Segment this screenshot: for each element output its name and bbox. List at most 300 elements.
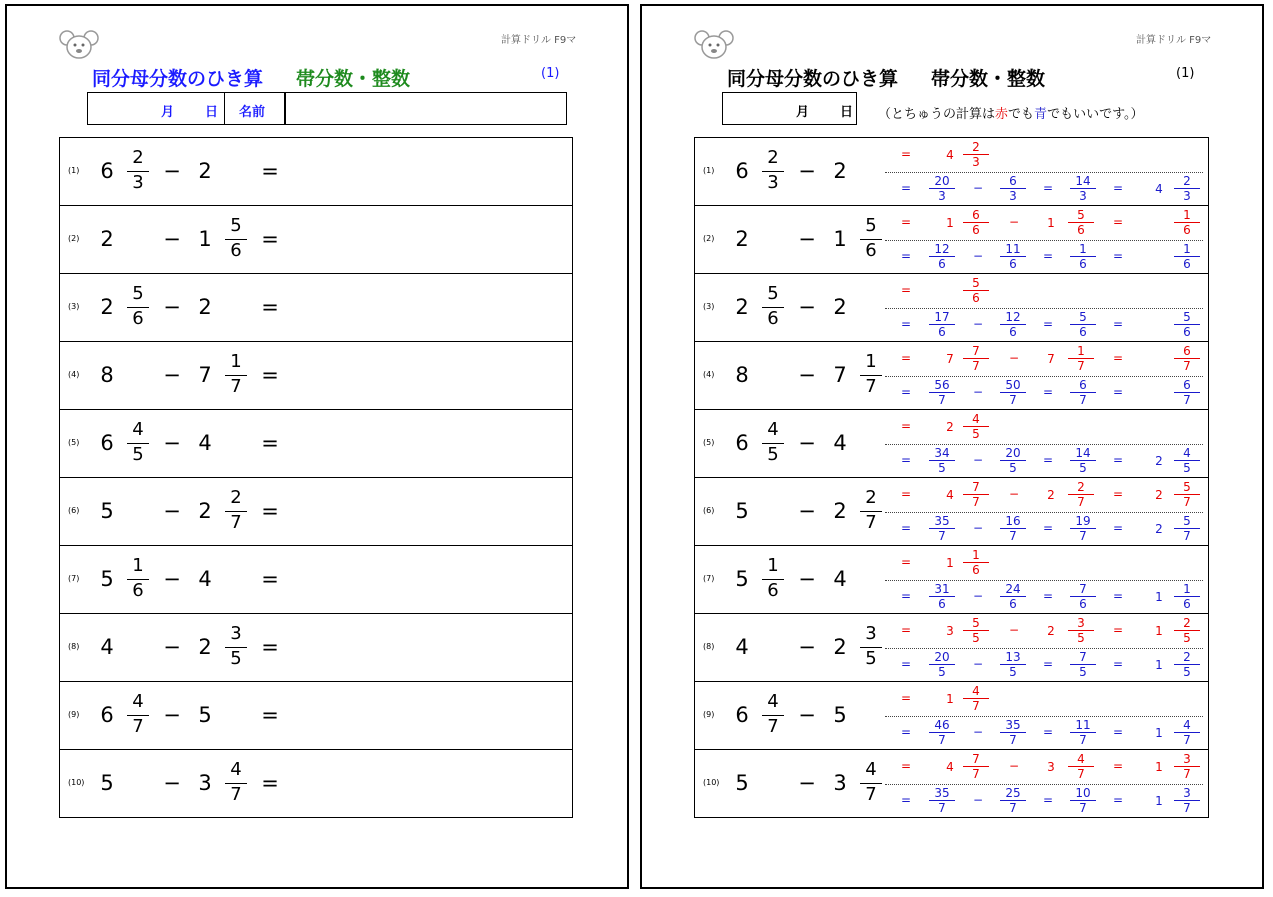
- blue-equals: =: [900, 317, 912, 331]
- blue-a-denominator: 7: [938, 529, 946, 543]
- red-result-denominator: 7: [1183, 495, 1191, 509]
- red-minus: −: [1008, 623, 1020, 637]
- subtrahend-numerator: 3: [865, 623, 877, 644]
- blue-result-whole: 2: [1155, 522, 1163, 536]
- red-a-whole: 4: [946, 488, 954, 502]
- blue-result-whole: 2: [1155, 454, 1163, 468]
- blue-c-numerator: 6: [1079, 378, 1087, 392]
- red-a-numerator: 5: [972, 276, 980, 290]
- answer-row: [694, 273, 1209, 342]
- subtrahend-whole: 2: [198, 635, 212, 659]
- minus-sign: −: [798, 703, 816, 727]
- red-result-numerator: 1: [1183, 208, 1191, 222]
- mouse-logo-icon: [59, 28, 99, 60]
- blue-b-denominator: 7: [1009, 393, 1017, 407]
- answer-row: [694, 137, 1209, 206]
- blue-c-denominator: 3: [1079, 189, 1087, 203]
- minuend-whole: 8: [735, 363, 749, 387]
- blue-result-denominator: 6: [1183, 597, 1191, 611]
- minus-sign: −: [798, 499, 816, 523]
- answer-row: [694, 205, 1209, 274]
- red-a-whole: 2: [946, 420, 954, 434]
- equals-sign: =: [261, 363, 279, 387]
- problem-sheet: [5, 4, 629, 889]
- red-result-whole: 2: [1155, 488, 1163, 502]
- equals-sign: =: [261, 227, 279, 251]
- minus-sign: −: [163, 703, 181, 727]
- blue-minus: −: [972, 181, 984, 195]
- red-b-whole: 2: [1047, 624, 1055, 638]
- blue-c-numerator: 7: [1079, 582, 1087, 596]
- minus-sign: −: [163, 635, 181, 659]
- blue-equals: =: [1112, 589, 1124, 603]
- red-b-numerator: 5: [1077, 208, 1085, 222]
- blue-c-denominator: 6: [1079, 597, 1087, 611]
- red-equals: =: [900, 147, 912, 161]
- problem-number: (8): [68, 642, 80, 651]
- equals-sign: =: [261, 431, 279, 455]
- problem-number: (7): [703, 574, 715, 583]
- problem-number: (9): [703, 710, 715, 719]
- red-a-whole: 1: [946, 556, 954, 570]
- problem-number: (10): [703, 778, 720, 787]
- problem-number: (2): [68, 234, 80, 243]
- blue-result-whole: 1: [1155, 794, 1163, 808]
- problem-number: (4): [703, 370, 715, 379]
- minuend-denominator: 7: [767, 716, 779, 737]
- red-b-denominator: 7: [1077, 359, 1085, 373]
- red-a-whole: 3: [946, 624, 954, 638]
- minuend-numerator: 4: [132, 691, 144, 712]
- sheet-number: (1): [541, 66, 560, 81]
- red-a-numerator: 2: [972, 140, 980, 154]
- problem-row: [59, 205, 573, 274]
- minuend-numerator: 4: [132, 419, 144, 440]
- equals-sign: =: [261, 567, 279, 591]
- red-result-numerator: 3: [1183, 752, 1191, 766]
- red-result-numerator: 5: [1183, 480, 1191, 494]
- work-separator: [885, 784, 1203, 785]
- red-b-numerator: 4: [1077, 752, 1085, 766]
- blue-result-denominator: 7: [1183, 393, 1191, 407]
- minuend-whole: 6: [735, 159, 749, 183]
- blue-b-denominator: 7: [1009, 733, 1017, 747]
- day-label: 日: [205, 105, 219, 120]
- blue-equals: =: [900, 793, 912, 807]
- red-b-whole: 1: [1047, 216, 1055, 230]
- blue-c-numerator: 7: [1079, 650, 1087, 664]
- subtrahend-denominator: 5: [230, 648, 242, 669]
- subtrahend-whole: 4: [198, 567, 212, 591]
- subtrahend-whole: 7: [833, 363, 847, 387]
- blue-a-denominator: 7: [938, 801, 946, 815]
- subtrahend-whole: 3: [833, 771, 847, 795]
- red-a-numerator: 4: [972, 684, 980, 698]
- blue-result-whole: 1: [1155, 726, 1163, 740]
- blue-c-denominator: 5: [1079, 665, 1087, 679]
- blue-equals: =: [1112, 453, 1124, 467]
- month-label: 月: [161, 105, 175, 120]
- red-b-denominator: 7: [1077, 495, 1085, 509]
- answer-area[interactable]: [290, 620, 560, 676]
- red-a-denominator: 5: [972, 427, 980, 441]
- day-label: 日: [840, 105, 854, 120]
- blue-b-denominator: 6: [1009, 257, 1017, 271]
- red-b-numerator: 2: [1077, 480, 1085, 494]
- red-equals: =: [900, 419, 912, 433]
- blue-a-numerator: 17: [934, 310, 950, 324]
- blue-equals: =: [900, 725, 912, 739]
- blue-result-numerator: 5: [1183, 310, 1191, 324]
- red-result-denominator: 5: [1183, 631, 1191, 645]
- minuend-whole: 6: [735, 703, 749, 727]
- blue-result-whole: 4: [1155, 182, 1163, 196]
- subtrahend-denominator: 7: [230, 784, 242, 805]
- red-a-whole: 4: [946, 148, 954, 162]
- red-b-denominator: 5: [1077, 631, 1085, 645]
- blue-result-denominator: 5: [1183, 461, 1191, 475]
- blue-b-numerator: 24: [1005, 582, 1021, 596]
- answer-area[interactable]: [290, 756, 560, 812]
- worksheet-subtitle: 帯分数・整数: [296, 68, 411, 90]
- problem-number: (4): [68, 370, 80, 379]
- work-separator: [885, 444, 1203, 445]
- minuend-denominator: 6: [132, 580, 144, 601]
- minuend-whole: 4: [100, 635, 114, 659]
- subtrahend-denominator: 7: [865, 784, 877, 805]
- blue-equals: =: [1112, 385, 1124, 399]
- minuend-numerator: 4: [767, 691, 779, 712]
- problem-number: (6): [68, 506, 80, 515]
- blue-b-numerator: 20: [1005, 446, 1021, 460]
- minus-sign: −: [798, 227, 816, 251]
- red-equals: =: [900, 215, 912, 229]
- worksheet-title: 同分母分数のひき算: [727, 68, 899, 90]
- blue-c-numerator: 19: [1075, 514, 1091, 528]
- blue-a-numerator: 12: [934, 242, 950, 256]
- blue-result-numerator: 4: [1183, 446, 1191, 460]
- blue-result-numerator: 4: [1183, 718, 1191, 732]
- blue-b-denominator: 6: [1009, 597, 1017, 611]
- red-b-whole: 7: [1047, 352, 1055, 366]
- minuend-numerator: 1: [132, 555, 144, 576]
- blue-equals: =: [1042, 181, 1054, 195]
- problem-number: (1): [68, 166, 80, 175]
- subtrahend-whole: 4: [833, 567, 847, 591]
- minus-sign: −: [798, 431, 816, 455]
- red-a-denominator: 7: [972, 359, 980, 373]
- subtrahend-numerator: 1: [865, 351, 877, 372]
- minuend-denominator: 3: [767, 172, 779, 193]
- blue-minus: −: [972, 793, 984, 807]
- subtrahend-denominator: 6: [865, 240, 877, 261]
- answer-area[interactable]: [290, 552, 560, 608]
- blue-result-denominator: 7: [1183, 801, 1191, 815]
- red-equals: =: [900, 351, 912, 365]
- blue-b-numerator: 16: [1005, 514, 1021, 528]
- blue-c-denominator: 6: [1079, 257, 1087, 271]
- subtrahend-whole: 2: [198, 295, 212, 319]
- blue-minus: −: [972, 589, 984, 603]
- red-a-whole: 7: [946, 352, 954, 366]
- month-label: 月: [796, 105, 810, 120]
- equals-sign: =: [261, 703, 279, 727]
- red-equals: =: [900, 283, 912, 297]
- red-equals: =: [1112, 623, 1124, 637]
- minus-sign: −: [163, 295, 181, 319]
- blue-equals: =: [900, 181, 912, 195]
- blue-a-denominator: 7: [938, 393, 946, 407]
- red-result-denominator: 6: [1183, 223, 1191, 237]
- minuend-numerator: 2: [767, 147, 779, 168]
- blue-a-numerator: 20: [934, 650, 950, 664]
- minus-sign: −: [163, 431, 181, 455]
- blue-a-numerator: 35: [934, 514, 950, 528]
- blue-c-denominator: 6: [1079, 325, 1087, 339]
- problem-row: [59, 545, 573, 614]
- blue-b-denominator: 5: [1009, 461, 1017, 475]
- blue-b-numerator: 50: [1005, 378, 1021, 392]
- minuend-numerator: 5: [132, 283, 144, 304]
- blue-a-numerator: 34: [934, 446, 950, 460]
- blue-b-numerator: 13: [1005, 650, 1021, 664]
- blue-result-denominator: 7: [1183, 529, 1191, 543]
- brand-label: 計算ドリル F9マ: [501, 35, 577, 46]
- answer-row: [694, 545, 1209, 614]
- blue-minus: −: [972, 725, 984, 739]
- blue-result-whole: 1: [1155, 590, 1163, 604]
- answer-area[interactable]: [290, 144, 560, 200]
- minuend-numerator: 5: [767, 283, 779, 304]
- problem-number: (5): [703, 438, 715, 447]
- problem-number: (3): [68, 302, 80, 311]
- blue-b-denominator: 3: [1009, 189, 1017, 203]
- blue-a-denominator: 5: [938, 461, 946, 475]
- minuend-whole: 2: [735, 227, 749, 251]
- minuend-whole: 6: [100, 431, 114, 455]
- subtrahend-whole: 2: [833, 635, 847, 659]
- subtrahend-whole: 4: [833, 431, 847, 455]
- work-separator: [885, 580, 1203, 581]
- blue-equals: =: [1042, 249, 1054, 263]
- answer-area[interactable]: [290, 688, 560, 744]
- blue-c-numerator: 5: [1079, 310, 1087, 324]
- minus-sign: −: [798, 567, 816, 591]
- blue-minus: −: [972, 317, 984, 331]
- blue-result-denominator: 5: [1183, 665, 1191, 679]
- blue-a-denominator: 6: [938, 597, 946, 611]
- blue-equals: =: [1112, 317, 1124, 331]
- blue-c-denominator: 7: [1079, 529, 1087, 543]
- subtrahend-whole: 5: [198, 703, 212, 727]
- answer-row: [694, 681, 1209, 750]
- worksheet-title: 同分母分数のひき算: [92, 68, 264, 90]
- work-separator: [885, 172, 1203, 173]
- blue-b-numerator: 35: [1005, 718, 1021, 732]
- work-separator: [885, 308, 1203, 309]
- blue-equals: =: [1042, 725, 1054, 739]
- answer-area[interactable]: [290, 484, 560, 540]
- red-b-numerator: 1: [1077, 344, 1085, 358]
- blue-minus: −: [972, 453, 984, 467]
- red-b-whole: 2: [1047, 488, 1055, 502]
- minuend-denominator: 6: [132, 308, 144, 329]
- minus-sign: −: [798, 363, 816, 387]
- red-a-denominator: 6: [972, 563, 980, 577]
- minuend-whole: 2: [735, 295, 749, 319]
- blue-equals: =: [900, 249, 912, 263]
- red-a-denominator: 5: [972, 631, 980, 645]
- blue-minus: −: [972, 385, 984, 399]
- sheet-number: (1): [1176, 66, 1195, 81]
- blue-result-denominator: 3: [1183, 189, 1191, 203]
- answer-row: [694, 477, 1209, 546]
- minuend-whole: 5: [735, 567, 749, 591]
- blue-result-numerator: 2: [1183, 650, 1191, 664]
- red-a-denominator: 6: [972, 223, 980, 237]
- work-separator: [885, 716, 1203, 717]
- blue-equals: =: [1112, 521, 1124, 535]
- subtrahend-denominator: 7: [230, 376, 242, 397]
- subtrahend-whole: 2: [833, 159, 847, 183]
- answer-area[interactable]: [290, 348, 560, 404]
- blue-b-numerator: 11: [1005, 242, 1021, 256]
- minuend-denominator: 3: [132, 172, 144, 193]
- subtrahend-whole: 2: [198, 159, 212, 183]
- blue-result-denominator: 6: [1183, 257, 1191, 271]
- red-a-numerator: 5: [972, 616, 980, 630]
- minus-sign: −: [798, 159, 816, 183]
- red-equals: =: [1112, 759, 1124, 773]
- problem-row: [59, 137, 573, 206]
- red-equals: =: [900, 623, 912, 637]
- red-a-numerator: 1: [972, 548, 980, 562]
- problem-number: (7): [68, 574, 80, 583]
- blue-a-numerator: 20: [934, 174, 950, 188]
- red-a-numerator: 7: [972, 344, 980, 358]
- red-b-whole: 3: [1047, 760, 1055, 774]
- problem-row: [59, 409, 573, 478]
- minus-sign: −: [163, 567, 181, 591]
- blue-result-denominator: 7: [1183, 733, 1191, 747]
- answer-row: [694, 613, 1209, 682]
- red-a-whole: 4: [946, 760, 954, 774]
- equals-sign: =: [261, 635, 279, 659]
- blue-c-numerator: 14: [1075, 446, 1091, 460]
- blue-equals: =: [1112, 181, 1124, 195]
- blue-result-denominator: 6: [1183, 325, 1191, 339]
- minuend-numerator: 2: [132, 147, 144, 168]
- blue-a-numerator: 46: [934, 718, 950, 732]
- subtrahend-numerator: 2: [230, 487, 242, 508]
- red-a-numerator: 6: [972, 208, 980, 222]
- minuend-denominator: 5: [767, 444, 779, 465]
- red-equals: =: [1112, 351, 1124, 365]
- problem-row: [59, 273, 573, 342]
- blue-b-numerator: 12: [1005, 310, 1021, 324]
- blue-c-denominator: 7: [1079, 801, 1087, 815]
- instruction-note: （とちゅうの計算は赤でも青でもいいです。）: [878, 107, 1144, 122]
- minuend-whole: 5: [735, 499, 749, 523]
- answer-sheet: [640, 4, 1264, 889]
- work-separator: [885, 512, 1203, 513]
- brand-label: 計算ドリル F9マ: [1136, 35, 1212, 46]
- blue-c-numerator: 14: [1075, 174, 1091, 188]
- equals-sign: =: [261, 159, 279, 183]
- minus-sign: −: [163, 227, 181, 251]
- blue-c-numerator: 11: [1075, 718, 1091, 732]
- subtrahend-numerator: 5: [865, 215, 877, 236]
- minuend-whole: 5: [735, 771, 749, 795]
- blue-equals: =: [1042, 521, 1054, 535]
- blue-equals: =: [1042, 453, 1054, 467]
- red-result-numerator: 2: [1183, 616, 1191, 630]
- subtrahend-whole: 2: [833, 499, 847, 523]
- answer-area[interactable]: [290, 212, 560, 268]
- red-a-numerator: 7: [972, 480, 980, 494]
- work-separator: [885, 240, 1203, 241]
- red-a-denominator: 3: [972, 155, 980, 169]
- blue-result-whole: 1: [1155, 658, 1163, 672]
- red-equals: =: [900, 759, 912, 773]
- minus-sign: −: [798, 771, 816, 795]
- minuend-denominator: 6: [767, 308, 779, 329]
- subtrahend-denominator: 5: [865, 648, 877, 669]
- subtrahend-whole: 4: [198, 431, 212, 455]
- minus-sign: −: [163, 771, 181, 795]
- work-separator: [885, 648, 1203, 649]
- problem-number: (5): [68, 438, 80, 447]
- answer-area[interactable]: [290, 416, 560, 472]
- subtrahend-whole: 2: [833, 295, 847, 319]
- red-result-whole: 1: [1155, 624, 1163, 638]
- minuend-whole: 6: [100, 703, 114, 727]
- mouse-logo-icon: [694, 28, 734, 60]
- minuend-whole: 2: [100, 227, 114, 251]
- red-b-denominator: 6: [1077, 223, 1085, 237]
- blue-a-numerator: 31: [934, 582, 950, 596]
- red-result-denominator: 7: [1183, 767, 1191, 781]
- blue-c-denominator: 5: [1079, 461, 1087, 475]
- problem-row: [59, 341, 573, 410]
- name-field[interactable]: [287, 94, 563, 123]
- problem-row: [59, 749, 573, 818]
- minuend-whole: 4: [735, 635, 749, 659]
- subtrahend-numerator: 2: [865, 487, 877, 508]
- answer-area[interactable]: [290, 280, 560, 336]
- blue-b-denominator: 6: [1009, 325, 1017, 339]
- blue-minus: −: [972, 249, 984, 263]
- blue-equals: =: [1112, 657, 1124, 671]
- subtrahend-whole: 1: [198, 227, 212, 251]
- date-name-box: [87, 92, 567, 125]
- blue-result-numerator: 1: [1183, 582, 1191, 596]
- blue-result-numerator: 6: [1183, 378, 1191, 392]
- blue-equals: =: [1042, 793, 1054, 807]
- minus-sign: −: [798, 635, 816, 659]
- red-a-numerator: 4: [972, 412, 980, 426]
- subtrahend-whole: 1: [833, 227, 847, 251]
- subtrahend-numerator: 4: [865, 759, 877, 780]
- blue-equals: =: [1112, 725, 1124, 739]
- equals-sign: =: [261, 771, 279, 795]
- blue-equals: =: [900, 657, 912, 671]
- blue-equals: =: [1042, 317, 1054, 331]
- subtrahend-denominator: 7: [230, 512, 242, 533]
- equals-sign: =: [261, 295, 279, 319]
- red-minus: −: [1008, 351, 1020, 365]
- blue-equals: =: [900, 589, 912, 603]
